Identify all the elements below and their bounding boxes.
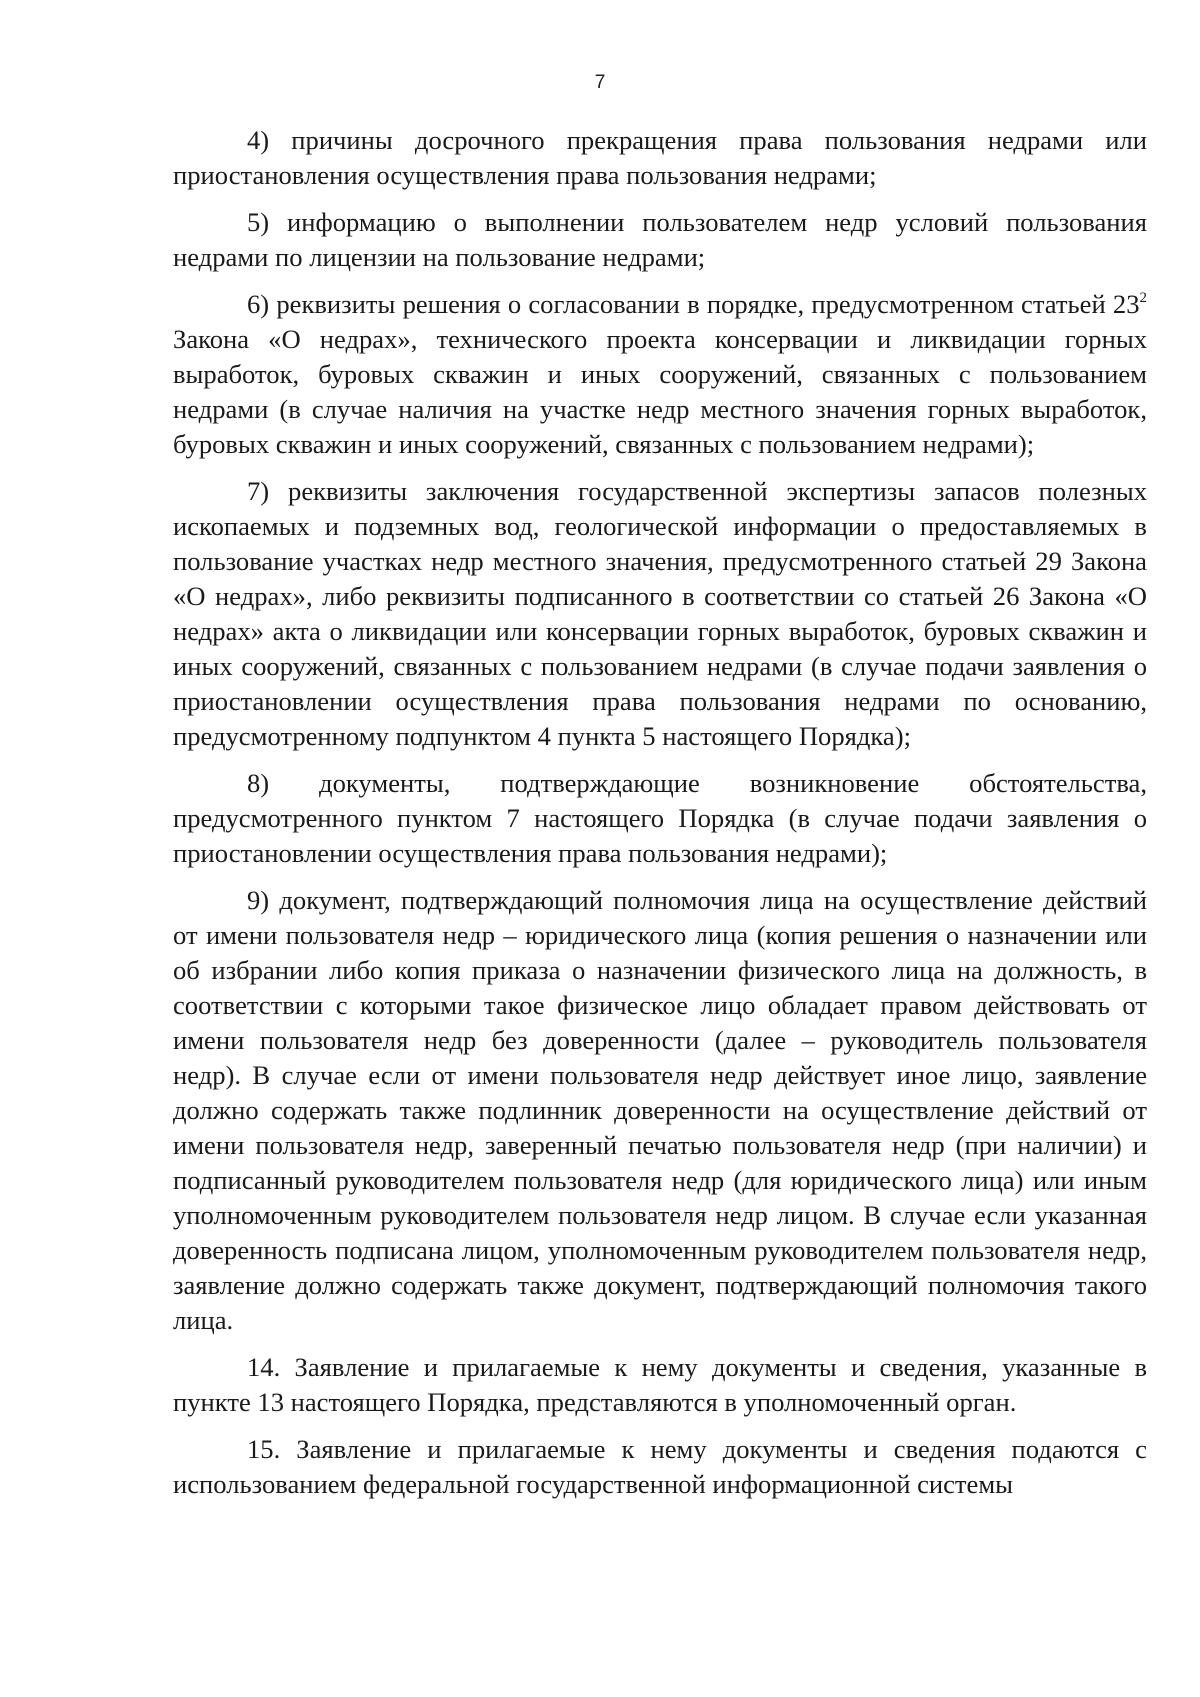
paragraph-item-8: 8) документы, подтверждающие возникновение обстоятельства, предусмотренного пунктом 7 настоящего Порядка (в случае подачи заявления о приостановлении осуществления права пользования недрами);	[173, 768, 1147, 868]
paragraph-section-15: 15. Заявление и прилагаемые к нему документы и сведения подаются с использованием федеральной государственной информационной системы	[173, 1434, 1147, 1499]
document-body	[173, 123, 1147, 1514]
paragraph-item-9: 9) документ, подтверждающий полномочия лица на осуществление действий от имени пользователя недр – юридического лица (копия решения о назначении или об избрании либо копия приказа о назначении физического лица на должность, в соответствии с которыми такое физическое лицо обладает правом действовать от имени пользователя недр без доверенности (далее – руководитель пользователя недр). В случае если от имени пользователя недр действует иное лицо, заявление должно содержать также подлинник доверенности на осуществление действий от имени пользователя недр, заверенный печатью пользователя недр (при наличии) и подписанный руководителем пользователя недр (для юридического лица) или иным уполномоченным руководителем пользователя недр лицом. В случае если указанная доверенность подписана лицом, уполномоченным руководителем пользователя недр, заявление должно содержать также документ, подтверждающий полномочия такого лица.	[173, 885, 1147, 1335]
paragraph-item-5: 5) информацию о выполнении пользователем недр условий пользования недрами по лицензии на пользование недрами;	[173, 207, 1147, 272]
paragraph-section-14: 14. Заявление и прилагаемые к нему документы и сведения, указанные в пункте 13 настоящего Порядка, представляются в уполномоченный орган.	[173, 1352, 1147, 1417]
paragraph-item-6	[173, 287, 1147, 462]
page-number: 7	[594, 72, 606, 93]
paragraph-item-7: 7) реквизиты заключения государственной экспертизы запасов полезных ископаемых и подземных вод, геологической информации о предоставляемых в пользование участках недр местного значения, предусмотренного статьей 29 Закона «О недрах», либо реквизиты подписанного в соответствии со статьей 26 Закона «О недрах» акта о ликвидации или консервации горных выработок, буровых скважин и иных сооружений, связанных с пользованием недрами (в случае подачи заявления о приостановлении осуществления права пользования недрами по основанию, предусмотренному подпунктом 4 пункта 5 настоящего Порядка);	[173, 476, 1147, 751]
paragraph-item-4: 4) причины досрочного прекращения права пользования недрами или приостановления осуществления права пользования недрами;	[173, 125, 1147, 190]
superscript-article-number: 2	[1139, 290, 1147, 306]
paragraph-item-6-text-start: 6) реквизиты решения о согласовании в порядке, предусмотренном статьей 23	[247, 289, 1140, 319]
paragraph-item-6-text-end: Закона «О недрах», технического проекта консервации и ликвидации горных выработок, буровых скважин и иных сооружений, связанных с пользованием недрами (в случае наличия на участке недр местного значения горных выработок, буровых скважин и иных сооружений, связанных с пользованием недрами);	[173, 324, 1147, 459]
